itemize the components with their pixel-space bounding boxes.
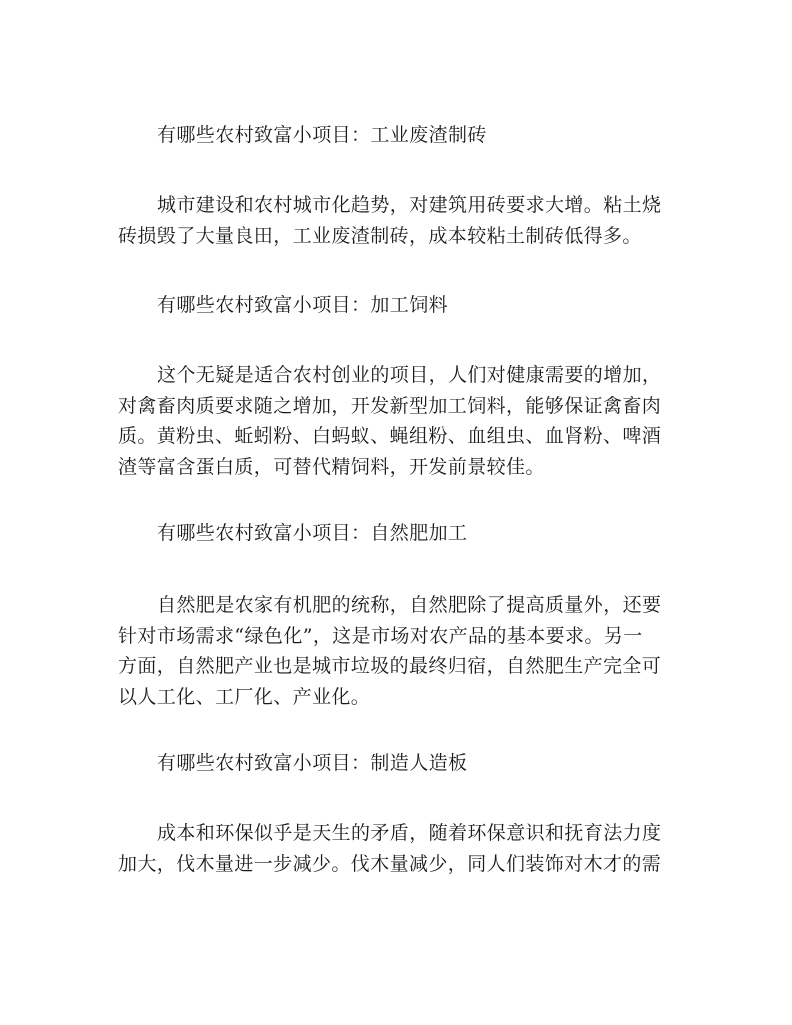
paragraph-line: 渣等富含蛋白质，可替代精饲料，开发前景较佳。 <box>118 455 545 478</box>
paragraph <box>118 360 678 482</box>
paragraph <box>118 190 678 251</box>
paragraph-line: 针对市场需求“绿色化”，这是市场对农产品的基本要求。另一 <box>118 624 643 647</box>
heading-text: 有哪些农村致富小项目：工业废渣制砖 <box>157 124 487 146</box>
heading-text: 有哪些农村致富小项目：自然肥加工 <box>157 522 468 544</box>
paragraph-line: 自然肥是农家有机肥的统称，自然肥除了提高质量外，还要 <box>157 594 662 616</box>
paragraph <box>118 818 678 879</box>
paragraph-line: 以人工化、工厂化、产业化。 <box>118 685 371 708</box>
paragraph-line: 加大，伐木量进一步减少。伐木量减少，同人们装饰对木才的需 <box>118 852 662 875</box>
paragraph-line: 砖损毁了大量良田，工业废渣制砖，成本较粘土制砖低得多。 <box>118 224 642 247</box>
heading-text: 有哪些农村致富小项目：加工饲料 <box>157 294 449 316</box>
section-heading <box>118 518 678 549</box>
paragraph-line: 质。黄粉虫、蚯蚓粉、白蚂蚁、蝇组粉、血组虫、血肾粉、啤酒 <box>118 425 662 447</box>
section-heading <box>118 748 678 779</box>
paragraph <box>118 590 678 712</box>
section-heading <box>118 120 678 151</box>
section-heading <box>118 290 678 321</box>
paragraph-line: 成本和环保似乎是天生的矛盾，随着环保意识和抚育法力度 <box>157 822 662 844</box>
paragraph-line: 对禽畜肉质要求随之增加，开发新型加工饲料，能够保证禽畜肉 <box>118 394 662 417</box>
paragraph-line: 这个无疑是适合农村创业的项目，人们对健康需要的增加， <box>157 364 662 386</box>
heading-text: 有哪些农村致富小项目：制造人造板 <box>157 752 468 774</box>
paragraph-line: 方面，自然肥产业也是城市垃圾的最终归宿，自然肥生产完全可 <box>118 655 662 677</box>
paragraph-line: 城市建设和农村城市化趋势，对建筑用砖要求大增。粘土烧 <box>157 194 662 216</box>
